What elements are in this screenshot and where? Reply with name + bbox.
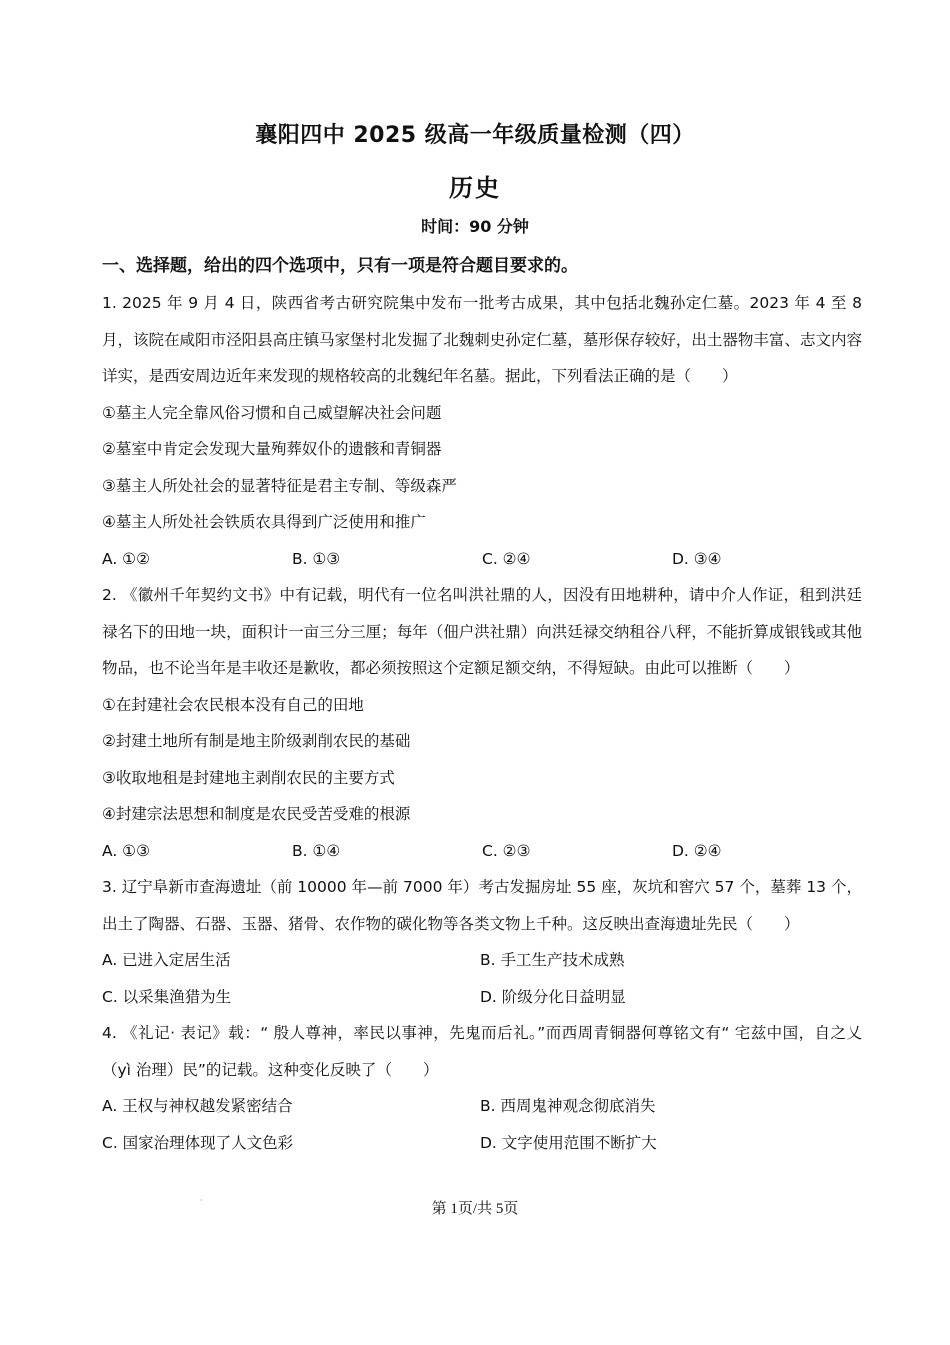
statement-item: ③收取地租是封建地主剥削农民的主要方式 — [102, 768, 395, 787]
question-3 — [102, 869, 862, 1015]
option-b[interactable]: B. 手工生产技术成熟 — [480, 951, 625, 969]
option-b[interactable]: B. 西周鬼神观念彻底消失 — [480, 1097, 656, 1115]
statement-item: ③墓主人所处社会的显著特征是君主专制、等级森严 — [102, 476, 457, 495]
page-number: 第 1页/共 5页 — [431, 1201, 519, 1217]
answer-options — [102, 1088, 862, 1161]
statement-item: ②封建土地所有制是地主阶级剥削农民的基础 — [102, 732, 411, 750]
statement-item: ①在封建社会农民根本没有自己的田地 — [102, 695, 364, 714]
option-d[interactable]: D. 阶级分化日益明显 — [480, 987, 626, 1006]
question-list — [102, 285, 862, 1161]
answer-options — [102, 942, 862, 1015]
option-d[interactable]: D. 文字使用范围不断扩大 — [480, 1133, 657, 1152]
question-1 — [102, 285, 862, 577]
exam-title: 襄阳四中 2025 级高一年级质量检测（四） — [255, 123, 695, 148]
option-c[interactable]: C. ②③ — [482, 841, 531, 860]
statement-item: ④封建宗法思想和制度是农民受苦受难的根源 — [102, 805, 411, 823]
exam-time: 时间：90 分钟 — [421, 217, 529, 236]
section-heading: 一、选择题，给出的四个选项中，只有一项是符合题目要求的。 — [102, 256, 578, 276]
answer-options — [102, 541, 862, 578]
option-b[interactable]: B. ①③ — [292, 549, 341, 568]
statement-item: ④墓主人所处社会铁质农具得到广泛使用和推广 — [102, 513, 426, 531]
option-a[interactable]: A. 已进入定居生活 — [102, 951, 231, 969]
question-stem: 3. 辽宁阜新市查海遗址（前 10000 年—前 7000 年）考古发掘房址 55 座，灰坑和窖穴 57 个，墓葬 13 个，出土了陶器、石器、玉器、猪骨、农作物的碳化物等各类文物上千种。这反映出查海遗址先民（ ） — [102, 878, 862, 933]
option-b[interactable]: B. ①④ — [292, 841, 341, 860]
question-4 — [102, 1015, 862, 1161]
question-stem: 4. 《礼记· 表记》载：“ 殷人尊神，率民以事神，先鬼而后礼。”而西周青铜器何尊铭文有“ 宅兹中国，自之乂（yì 治理）民”的记载。这种变化反映了（ ） — [102, 1024, 862, 1079]
option-d[interactable]: D. ②④ — [672, 841, 722, 860]
option-a[interactable]: A. ①② — [102, 549, 150, 568]
answer-options — [102, 833, 862, 870]
statement-item: ②墓室中肯定会发现大量殉葬奴仆的遗骸和青铜器 — [102, 440, 442, 458]
option-a[interactable]: A. ①③ — [102, 841, 150, 860]
scan-speck: · — [200, 1196, 203, 1205]
option-c[interactable]: C. 以采集渔猎为生 — [102, 987, 232, 1006]
option-c[interactable]: C. 国家治理体现了人文色彩 — [102, 1133, 294, 1152]
option-c[interactable]: C. ②④ — [482, 549, 531, 568]
question-stem: 2. 《徽州千年契约文书》中有记载，明代有一位名叫洪社鼎的人，因没有田地耕种，请中介人作证，租到洪廷禄名下的田地一块，面积计一亩三分三厘；每年（佃户洪社鼎）向洪廷禄交纳租谷八秤，不能折算成银钱或其他物品，也不论当年是丰收还是歉收，都必须按照这个定额足额交纳，不得短缺。由此可以推断（ ） — [102, 586, 862, 677]
subject-title: 历史 — [449, 174, 501, 202]
option-a[interactable]: A. 王权与神权越发紧密结合 — [102, 1097, 293, 1115]
question-stem: 1. 2025 年 9 月 4 日，陕西省考古研究院集中发布一批考古成果，其中包括北魏孙定仁墓。2023 年 4 至 8 月，该院在咸阳市泾阳县高庄镇马家堡村北发掘了北魏刺史孙定仁墓，墓形保存较好，出土器物丰富、志文内容详实，是西安周边近年来发现的规格较高的北魏纪年名墓。据此，下列看法正确的是（ ） — [102, 294, 862, 385]
statement-item: ①墓主人完全靠风俗习惯和自己威望解决社会问题 — [102, 403, 442, 422]
question-2 — [102, 577, 862, 869]
option-d[interactable]: D. ③④ — [672, 549, 722, 568]
